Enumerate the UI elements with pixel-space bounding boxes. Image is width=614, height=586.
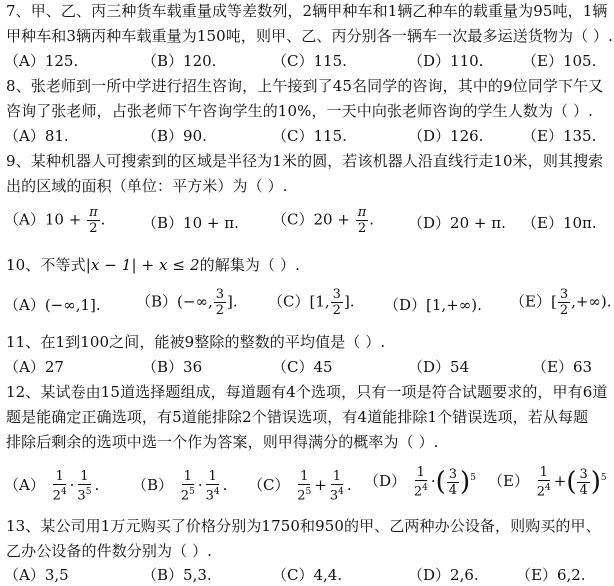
q12-text-line1: 12、某试卷由15道选择题组成，每道题有4个选项，只有一项是符合试题要求的，甲有6道 bbox=[6, 383, 608, 401]
q12-option-d bbox=[364, 466, 476, 498]
q12-e-close-paren: ) bbox=[590, 467, 601, 498]
q10-option-e bbox=[510, 288, 612, 317]
q9-c-denominator: 2 bbox=[357, 221, 367, 236]
q9-option-a bbox=[4, 206, 105, 235]
q12-e-frac1-num: 1 bbox=[539, 465, 548, 480]
q12-d-label: （D） bbox=[364, 472, 407, 491]
q11-text-line1: 11、在1到100之间，能被9整除的整数的平均值是（ ）. bbox=[6, 333, 386, 351]
q12-a-frac1 bbox=[51, 470, 69, 502]
q12-option-c bbox=[248, 470, 352, 502]
q8-option-c: （C）115. bbox=[272, 127, 347, 145]
q12-e-frac2-num: 3 bbox=[579, 466, 588, 482]
q12-a-frac2-den: $3^5$ bbox=[77, 487, 92, 504]
q12-c-frac2-den: $3^4$ bbox=[329, 487, 344, 504]
q13-option-b: （B）5,3. bbox=[142, 566, 212, 584]
q10-e-suffix: ,+∞). bbox=[571, 292, 612, 311]
q10-c-fraction bbox=[331, 288, 343, 317]
q9-a-period: . bbox=[100, 210, 106, 229]
q12-e-plus: + bbox=[553, 472, 567, 491]
q13-option-d: （D）2,6. bbox=[408, 566, 479, 584]
q12-text-line3: 排除后剩余的选项中选一个作为答案，则甲得满分的概率为（ ）. bbox=[6, 433, 439, 451]
q12-c-plus: + bbox=[314, 476, 327, 495]
q12-b-frac1-num: 1 bbox=[183, 469, 192, 484]
q13-text-line1: 13、某公司用1万元购买了价格分别为1750和950的甲、乙两种办公设备，则购买的甲、 bbox=[6, 517, 601, 535]
q12-option-e bbox=[488, 466, 607, 498]
q12-c-frac1-den: $2^5$ bbox=[297, 487, 312, 504]
q9-option-c bbox=[272, 206, 374, 235]
q12-b-dot: · bbox=[197, 476, 203, 495]
q10-e-prefix: （E）[ bbox=[510, 292, 557, 311]
q12-d-open-paren: ( bbox=[435, 467, 446, 498]
q10-option-d: （D）[1,+∞). bbox=[384, 296, 482, 314]
q10-c-denominator: 2 bbox=[332, 303, 341, 318]
q10-option-c bbox=[268, 288, 355, 317]
q12-c-label: （C） bbox=[248, 476, 290, 495]
q12-b-frac2 bbox=[204, 470, 222, 502]
q10-b-denominator: 2 bbox=[215, 303, 224, 318]
q12-d-exponent: 5 bbox=[470, 473, 476, 484]
q12-a-period: . bbox=[94, 476, 100, 495]
q12-a-frac1-den: $2^4$ bbox=[52, 487, 67, 504]
q7-option-c: （C）115. bbox=[272, 52, 347, 70]
q9-a-numerator: π bbox=[89, 205, 98, 220]
q12-b-label: （B） bbox=[132, 476, 174, 495]
q10-c-suffix: ]. bbox=[343, 292, 355, 311]
q7-option-b: （B）120. bbox=[142, 52, 217, 70]
q10-option-b bbox=[136, 288, 238, 317]
q12-d-frac2-num: 3 bbox=[448, 466, 458, 482]
q9-c-period: . bbox=[369, 210, 375, 229]
q12-d-dot: · bbox=[430, 472, 436, 491]
q13-option-e: （E）6,2. bbox=[516, 566, 586, 584]
q12-b-frac2-den: $3^4$ bbox=[205, 487, 220, 504]
q7-option-e: （E）105. bbox=[522, 52, 597, 70]
q11-option-d: （D）54 bbox=[408, 358, 470, 376]
q10-e-fraction bbox=[558, 288, 570, 317]
q13-option-c: （C）4,4. bbox=[272, 566, 343, 584]
q9-c-label: （C） bbox=[272, 210, 314, 229]
q9-option-e: （E）10π. bbox=[522, 214, 597, 232]
q9-text-line1: 9、某种机器人可搜索到的区域是半径为1米的圆，若该机器人沿直线行走10米，则其搜索 bbox=[6, 152, 604, 170]
q12-c-frac1 bbox=[295, 470, 313, 502]
q9-option-b: （B）10 + π. bbox=[142, 214, 239, 232]
q13-text-line2: 乙办公设备的件数分别为（ ）. bbox=[6, 542, 213, 560]
q11-option-b: （B）36 bbox=[142, 358, 203, 376]
q9-text-line2: 出的区域的面积（单位：平方米）为（ ）. bbox=[6, 177, 288, 195]
q11-option-e: （E）63 bbox=[532, 358, 593, 376]
q12-a-frac2-num: 1 bbox=[80, 469, 89, 484]
q12-c-frac2 bbox=[328, 470, 346, 502]
q9-a-denominator: 2 bbox=[89, 221, 98, 236]
q8-option-e: （E）135. bbox=[522, 127, 597, 145]
q11-option-a: （A）27 bbox=[4, 358, 64, 376]
q10-prefix: 10、不等式 bbox=[6, 256, 86, 274]
q12-text-line2: 题是能确定正确选项，有5道能排除2个错误选项，有4道能排除1个错误选项，若从每题 bbox=[6, 408, 589, 426]
q12-b-frac1 bbox=[179, 470, 197, 502]
q7-text-line1: 7、甲、乙、丙三种货车载重量成等差数列，2辆甲种车和1辆乙种车的载重量为95吨，1辆 bbox=[6, 2, 608, 20]
q12-b-period: . bbox=[222, 476, 228, 495]
q9-c-numerator: π bbox=[357, 205, 367, 220]
q9-c-term: 20 + bbox=[313, 210, 350, 229]
q8-text-line2: 咨询了张老师，占张老师下午咨询学生的10%，一天中向张老师咨询的学生人数为（ ）. bbox=[6, 102, 593, 120]
q10-text-line bbox=[6, 256, 300, 274]
q10-b-suffix: ]. bbox=[227, 292, 238, 311]
q12-c-period: . bbox=[346, 476, 352, 495]
q12-d-frac1-num: 1 bbox=[416, 465, 425, 480]
q12-e-frac2-den: 4 bbox=[579, 482, 588, 498]
q7-option-d: （D）110. bbox=[408, 52, 484, 70]
q12-e-exponent: 5 bbox=[600, 473, 607, 484]
q10-suffix: 的解集为（ ）. bbox=[199, 256, 300, 274]
q12-a-label: （A） bbox=[4, 476, 45, 495]
q10-inequality: |x − 1| + x ≤ 2 bbox=[85, 256, 200, 274]
q12-e-frac2 bbox=[577, 468, 589, 497]
q9-a-fraction bbox=[87, 206, 100, 235]
q12-b-frac2-num: 1 bbox=[208, 469, 217, 484]
q7-option-a: （A）125. bbox=[4, 52, 79, 70]
q9-a-term: 10 + bbox=[44, 210, 82, 229]
q9-a-label: （A） bbox=[4, 210, 45, 229]
q12-e-frac1 bbox=[535, 466, 553, 498]
q11-option-c: （C）45 bbox=[272, 358, 333, 376]
q10-b-fraction bbox=[214, 288, 226, 317]
q12-d-frac1 bbox=[412, 466, 430, 498]
q7-text-line2: 甲种车和3辆丙种车载重量为150吨，则甲、乙、丙分别各一辆车一次最多运送货物为（ ）. bbox=[6, 27, 614, 45]
q12-e-open-paren: ( bbox=[566, 467, 577, 498]
q12-a-frac1-num: 1 bbox=[55, 469, 64, 484]
q8-option-b: （B）90. bbox=[142, 127, 207, 145]
q12-d-close-paren: ) bbox=[460, 467, 471, 498]
q10-b-numerator: 3 bbox=[215, 287, 224, 302]
q10-option-a: （A）(−∞,1]. bbox=[4, 296, 101, 314]
q12-b-frac1-den: $2^5$ bbox=[180, 487, 195, 504]
q12-e-frac1-den: $2^4$ bbox=[536, 483, 551, 500]
q12-d-frac2-den: 4 bbox=[448, 482, 458, 498]
q12-c-frac2-num: 1 bbox=[332, 469, 341, 484]
q8-text-line1: 8、张老师到一所中学进行招生咨询，上午接到了45名同学的咨询，其中的9位同学下午又 bbox=[6, 77, 604, 95]
q9-c-fraction bbox=[356, 206, 369, 235]
q12-option-b bbox=[132, 470, 227, 502]
q8-option-a: （A）81. bbox=[4, 127, 69, 145]
q13-option-a: （A）3,5 bbox=[4, 566, 69, 584]
q10-b-prefix: （B）(−∞, bbox=[136, 292, 213, 311]
q12-a-frac2 bbox=[75, 470, 93, 502]
q12-e-label: （E） bbox=[488, 472, 529, 491]
q12-c-frac1-num: 1 bbox=[300, 469, 309, 484]
q12-option-a bbox=[4, 470, 99, 502]
q10-c-numerator: 3 bbox=[332, 287, 341, 302]
q12-d-frac2 bbox=[447, 468, 459, 497]
q10-e-numerator: 3 bbox=[559, 287, 569, 302]
q9-option-d: （D）20 + π. bbox=[408, 214, 506, 232]
q10-e-denominator: 2 bbox=[559, 303, 569, 318]
q12-a-dot: · bbox=[69, 476, 75, 495]
q12-d-frac1-den: $2^4$ bbox=[413, 483, 428, 500]
q10-c-prefix: （C）[1, bbox=[268, 292, 330, 311]
q8-option-d: （D）126. bbox=[408, 127, 484, 145]
